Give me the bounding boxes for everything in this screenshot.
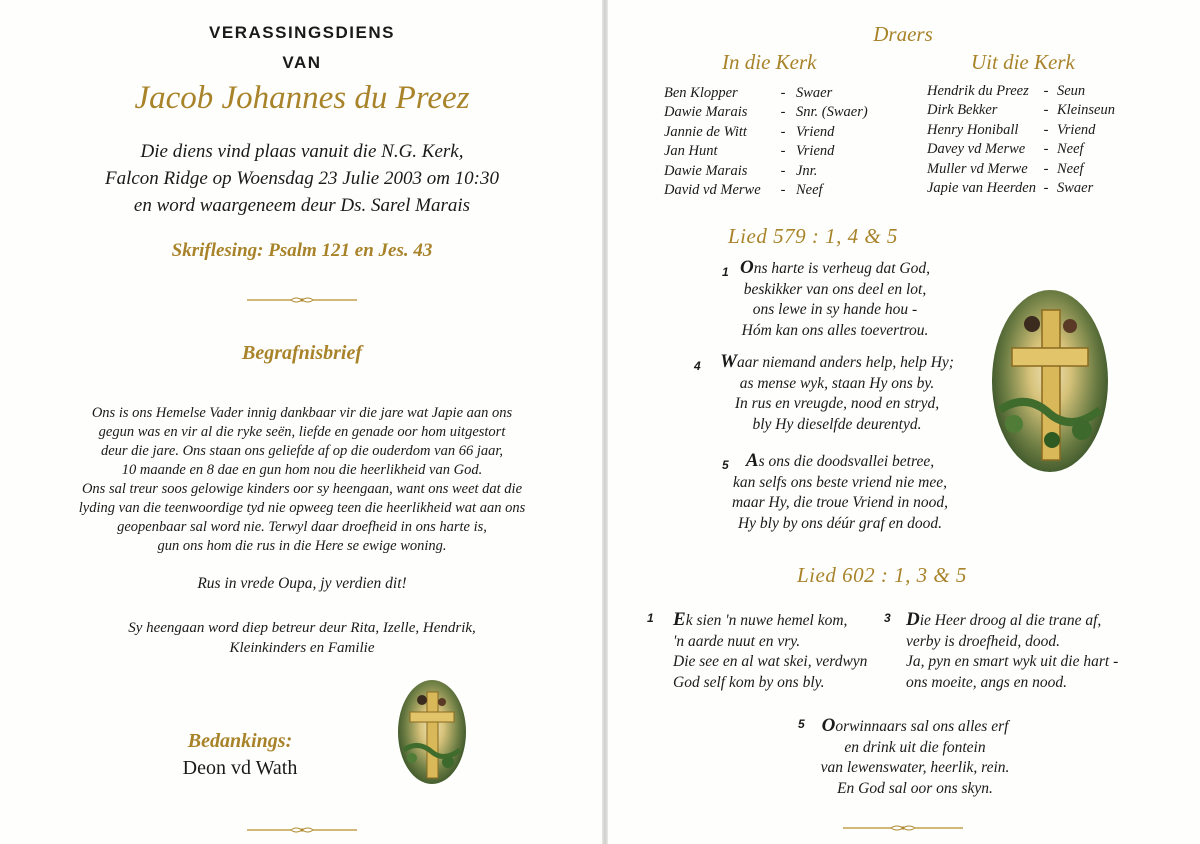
letter-heading: Begrafnisbrief [242,342,362,364]
hymn-602-verse-5 [800,716,1030,799]
verse-line [655,610,875,632]
bearer-relation: Neef [1057,160,1084,177]
mourners [0,618,604,658]
list-item [927,101,1115,120]
bearer-relation: Vriend [796,123,835,140]
verse-line [800,716,1030,738]
service-line: Falcon Ridge op Woensdag 23 Julie 2003 om 10:30 [104,168,500,189]
verse-initial: O [821,715,836,736]
service-line: en word waargeneem deur Ds. Sarel Marais [133,195,471,216]
thanks-heading: Bedankings: [187,730,293,752]
list-item [927,160,1115,179]
verse-number: 1 [647,611,654,625]
bearer-name: Dawie Marais [664,162,748,179]
verse-line: Die see en al wat skei, verdwyn [673,653,868,670]
church-bearers-title: In die Kerk [722,50,817,74]
bearer-relation: Neef [796,182,823,199]
bearer-name: Davey vd Merwe [927,141,1026,158]
verse-line: as mense wyk, staan Hy ons by. [739,374,935,392]
letter-line: gun ons hom die rus in die Here se ewige woning. [157,538,447,554]
scripture-reading: Skriflesing: Psalm 121 en Jes. 43 [171,240,433,261]
bearer-dash: - [1043,141,1049,158]
bearer-dash: - [1043,180,1049,197]
verse-line: verby is droefheid, dood. [906,632,1060,650]
deceased-name: Jacob Johannes du Preez [134,80,470,116]
list-item [664,84,868,103]
hymn-579-verse-1 [720,258,950,341]
bearer-dash: - [780,182,786,199]
bearer-dash: - [780,143,786,160]
service-info [0,138,604,219]
list-item [664,142,868,161]
bearer-relation: Vriend [796,143,835,160]
bearer-dash: - [780,85,786,101]
verse-line: Hy bly by ons déúr graf en dood. [737,514,943,532]
bearer-dash: - [780,104,786,121]
mourners-line: Sy heengaan word diep betreur deur Rita, Izelle, Hendrik, [128,620,476,636]
bearer-dash: - [1043,121,1049,138]
bearer-name: David vd Merwe [664,182,761,199]
hymn-602-title: Lied 602 : 1, 3 & 5 [797,563,967,587]
list-item [927,82,1115,101]
verse-line [720,258,950,280]
service-van: VAN [282,53,322,72]
verse-line [720,451,960,473]
list-item [927,140,1115,159]
letter-line: gegun was en vir al die ryke seën, liefde en genade oor hom uitgestort [98,424,506,440]
verse-line [888,610,1148,632]
bearer-relation: Kleinseun [1057,102,1115,119]
bearer-dash: - [780,162,786,179]
church-bearer-list [664,84,868,200]
letter-body [0,404,604,556]
hymn-579-verse-4 [692,352,982,435]
bearer-name: Ben Klopper [664,85,738,101]
bearers-title: Draers [873,22,933,46]
list-item [664,181,868,200]
verse-number: 1 [722,265,729,279]
verse-line: van lewenswater, heerlik, rein. [820,759,1010,776]
service-line: Die diens vind plaas vanuit die N.G. Kerk, [140,141,464,162]
letter-line: Ons is ons Hemelse Vader innig dankbaar vir die jare wat Japie aan ons [91,405,513,421]
verse-initial: W [720,351,737,372]
verse-initial: E [673,609,686,630]
list-item [664,162,868,181]
hymn-602-verse-1 [647,609,875,693]
verse-line: en drink uit die fontein [844,738,986,756]
verse-line: 'n aarde nuut en vry. [673,632,801,650]
verse-line: God self kom by ons bly. [673,673,825,691]
bearer-relation: Neef [1057,141,1084,158]
verse-number: 4 [694,359,701,373]
bearer-name: Muller vd Merwe [927,160,1028,177]
bearer-relation: Swaer [796,85,833,101]
letter-line: geopenbaar sal word nie. Terwyl daar droefheid in ons harte is, [117,519,487,535]
outside-bearers-title: Uit die Kerk [971,50,1075,74]
verse-first-rest: s ons die doodsvallei betree, [758,453,935,470]
letter-line: Ons sal treur soos gelowige kinders oor sy heengaan, want ons weet dat die [81,481,523,497]
verse-first-rest: orwinnaars sal ons alles erf [835,718,1009,735]
verse-first-rest: aar niemand anders help, help Hy; [736,354,954,371]
hymn-579-verse-5 [720,451,960,534]
bearer-name: Hendrik du Preez [927,83,1029,99]
verse-line [692,352,982,374]
verse-initial: D [906,609,920,630]
verse-line: maar Hy, die troue Vriend in nood, [731,494,949,511]
verse-line: bly Hy dieselfde deurentyd. [752,415,922,433]
verse-first-rest: ie Heer droog al die trane af, [919,612,1102,629]
bearer-dash: - [780,123,786,140]
bearer-relation: Seun [1057,83,1086,99]
verse-line: In rus en vreugde, nood en stryd, [734,395,940,412]
verse-line: Ja, pyn en smart wyk uit die hart - [906,653,1119,670]
bearer-relation: Snr. (Swaer) [796,104,868,121]
list-item [664,123,868,142]
bearer-dash: - [1043,83,1049,99]
outside-bearer-list [927,82,1115,198]
letter-line: lyding van die teenwoordige tyd nie opweeg teen die heerlikheid wat aan ons [78,500,526,516]
bearer-name: Dirk Bekker [927,102,998,119]
closing-line: Rus in vrede Oupa, jy verdien dit! [197,575,407,592]
cross-with-ivy-image-icon [992,290,1108,472]
bearer-name: Jannie de Witt [664,123,747,140]
list-item [664,103,868,122]
cross-with-ivy-image-icon [398,680,466,784]
verse-line: ons lewe in sy hande hou - [752,301,918,318]
list-item [927,121,1115,140]
gold-ornament-divider-icon [606,824,1200,830]
verse-line: En God sal oor ons skyn. [837,779,993,797]
verse-line: Hóm kan ons alles toevertrou. [741,321,929,339]
verse-number: 5 [722,458,729,472]
mourners-line: Kleinkinders en Familie [229,640,375,656]
bearer-relation: Vriend [1057,121,1096,138]
verse-line: kan selfs ons beste vriend nie mee, [733,473,947,491]
bearer-relation: Jnr. [796,162,818,179]
letter-line: deur die jare. Ons staan ons geliefde af op die ouderdom van 66 jaar, [100,443,504,459]
bearer-dash: - [1043,102,1049,119]
bearer-name: Dawie Marais [664,104,748,121]
gold-ornament-divider-icon [0,296,604,302]
bearer-relation: Swaer [1057,180,1094,197]
hymn-579-title: Lied 579 : 1, 4 & 5 [728,224,898,248]
verse-initial: O [740,257,754,278]
verse-first-rest: k sien 'n nuwe hemel kom, [685,612,848,629]
verse-first-rest: ns harte is verheug dat God, [753,260,930,277]
bearer-name: Jan Hunt [664,143,718,160]
service-title: VERASSINGSDIENS [209,23,395,42]
bearer-dash: - [1043,160,1049,177]
hymn-602-verse-3 [884,609,1148,693]
bearer-name: Japie van Heerden [927,180,1036,197]
letter-line: 10 maande en 8 dae en gun hom nou die heerlikheid van God. [121,462,483,478]
verse-line: beskikker van ons deel en lot, [743,280,927,298]
thanks-name: Deon vd Wath [182,757,298,779]
gold-ornament-divider-icon [0,826,604,832]
verse-line: ons moeite, angs en nood. [906,673,1068,691]
bearer-name: Henry Honiball [927,121,1019,138]
verse-initial: A [745,450,759,471]
verse-number: 3 [884,611,891,625]
list-item [927,179,1115,198]
verse-number: 5 [798,717,805,731]
